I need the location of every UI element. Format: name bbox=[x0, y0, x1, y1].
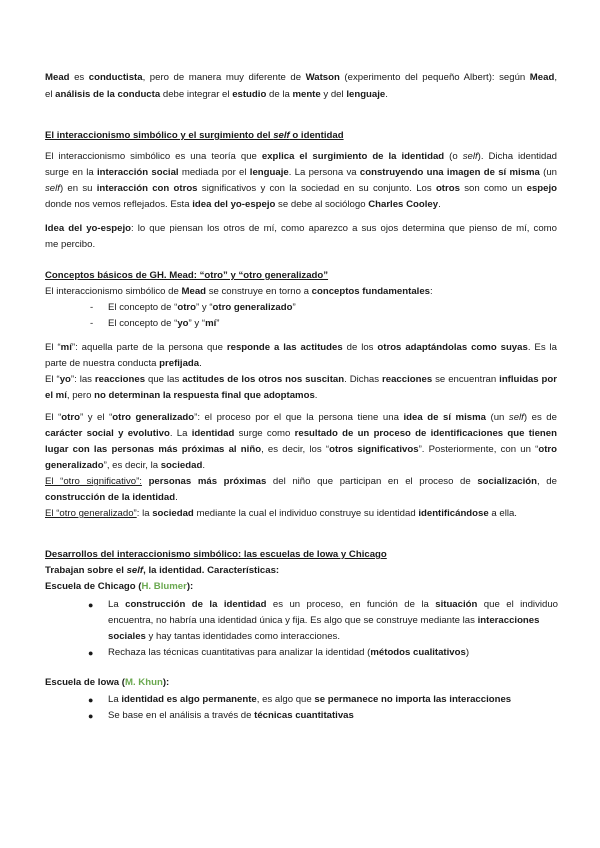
dash-marker: - bbox=[90, 318, 94, 329]
bullet-marker: ● bbox=[88, 600, 94, 610]
otro-line-4: generalizado”, es decir, la sociedad. bbox=[45, 460, 205, 471]
dash-marker: - bbox=[90, 302, 94, 313]
otro-line-3: lugar con las personas más próximas al niño, es decir, los “otros significativos”. Posteriormente, con un “otro bbox=[45, 444, 557, 455]
chicago-item-1-line-1: La construcción de la identidad es un proceso, en función de la situación que el individuo bbox=[108, 599, 559, 610]
yo-line-1: El “yo”: las reacciones que las actitudes de los otros nos suscitan. Dichas reacciones se encuentran influidas por bbox=[45, 374, 558, 385]
chicago-item-1-line-3: sociales y hay tantas identidades como interacciones. bbox=[108, 631, 340, 642]
intro-line-1: Mead es conductista, pero de manera muy diferente de Watson (experimento del pequeño Albert): según Mead, bbox=[45, 72, 557, 83]
otro-line-2: carácter social y evolutivo. La identidad surge como resultado de un proceso de identificaciones que tienen bbox=[45, 428, 557, 439]
bullet-marker: ● bbox=[88, 711, 94, 721]
chicago-item-2: Rechaza las técnicas cuantitativas para analizar la identidad (métodos cualitativos) bbox=[108, 647, 470, 658]
otro-significativo-line-2: construcción de la identidad. bbox=[45, 492, 178, 503]
s1-line-3: self) en su interacción con otros significativos y con la sociedad en su conjunto. Los otros son como un espejo bbox=[45, 183, 558, 194]
document-page: Mead es conductista, pero de manera muy diferente de Watson (experimento del pequeño Albert): según Mead, el análisis de la conducta debe integrar el estudio de la mente y del lenguaje. El interaccionismo simbólico y el surgimiento del self o identidad El interaccionismo simbólico es una teoría que explica el surgimiento de la identidad (o self). Dicha identidad surge en la interacción social mediada por el lenguaje. La persona va construyendo una imagen de sí misma (un self) en su interacción con otros significativos y con la sociedad en su conjunto. Los otros son como un espejo donde nos vemos reflejados. Esta idea del yo-espejo se debe al sociólogo Charles Cooley. Idea del yo-espejo: lo que piensan los otros de mí, como aparezco a sus ojos determina que pienso de mí, como me percibo. Conceptos básicos de GH. Mead: “otro” y “otro generalizado” El interaccionismo simbólico de Mead se construye en torno a conceptos fundamentales: - El concepto de “otro” y “otro generalizado” - El concepto de “yo” y “mí” El “mí”: aquella parte de la persona que responde a las actitudes de los otros adaptándolas como suyas. Es la parte de nuestra conducta prefijada. El “yo”: las reacciones que las actitudes de los otros nos suscitan. Dichas reacciones se encuentran influidas por el mí, pero no determinan la respuesta final que adoptamos. El “otro” y el “otro generalizado”: el proceso por el que la persona tiene una idea de sí misma (un self) es de carácter social y evolutivo. La identidad surge como resultado de un proceso de identificaciones que tienen lugar con las personas más próximas al niño, es decir, los “otros significativos”. Posteriormente, con un “otro generalizado”, es decir, la sociedad. El “otro significativo”: personas más próximas del niño que participan en el proceso de socialización, de construcción de la identidad. El “otro generalizado”: la sociedad mediante la cual el individuo construye su identidad identificándose a ella. Desarrollos del interaccionismo simbólico: las escuelas de Iowa y Chicago Trabajan sobre el self, la identidad. Características: Escuela de Chicago (H. Blumer): ● La construcción de la identidad es un proceso, en función de la situación que el individuo encuentra, no habría una identidad única y fija. Es algo que se construye mediante las interacciones sociales y hay tantas identidades como interacciones. ● Rechaza las técnicas cuantitativas para analizar la identidad (métodos cualitativos) Escuela de Iowa (M. Khun): ● La identidad es algo permanente, es algo que se permanece no importa las interacciones ● Se base en el análisis a través de técnicas cuantitativas bbox=[0, 0, 600, 848]
blumer-name: H. Blumer bbox=[141, 581, 187, 592]
s1-line-2: surge en la interacción social mediada por el lenguaje. La persona va construyendo una imagen de sí misma (un bbox=[45, 167, 558, 178]
mi-line-2: parte de nuestra conducta prefijada. bbox=[45, 358, 202, 369]
section-heading-interaccionismo: El interaccionismo simbólico y el surgimiento del self o identidad bbox=[45, 130, 344, 141]
mi-line-1: El “mí”: aquella parte de la persona que responde a las actitudes de los otros adaptándolas como suyas. Es la bbox=[45, 342, 558, 353]
s3-intro: Trabajan sobre el self, la identidad. Características: bbox=[45, 565, 280, 576]
yo-espejo-line-2: me percibo. bbox=[45, 239, 96, 250]
section-heading-escuelas: Desarrollos del interaccionismo simbólico: las escuelas de Iowa y Chicago bbox=[45, 549, 387, 560]
s2-intro: El interaccionismo simbólico de Mead se construye en torno a conceptos fundamentales: bbox=[45, 286, 433, 297]
bullet-marker: ● bbox=[88, 648, 94, 658]
otro-significativo-line-1: El “otro significativo”: personas más próximas del niño que participan en el proceso de socialización, de bbox=[45, 476, 557, 487]
iowa-item-1: La identidad es algo permanente, es algo que se permanece no importa las interacciones bbox=[108, 694, 512, 705]
yo-line-2: el mí, pero no determinan la respuesta final que adoptamos. bbox=[45, 390, 318, 401]
otro-line-1: El “otro” y el “otro generalizado”: el proceso por el que la persona tiene una idea de sí misma (un self) es de bbox=[45, 412, 557, 423]
s1-line-1: El interaccionismo simbólico es una teoría que explica el surgimiento de la identidad (o self). Dicha identidad bbox=[45, 151, 557, 162]
chicago-heading: Escuela de Chicago (H. Blumer): bbox=[45, 581, 194, 592]
otro-generalizado-line: El “otro generalizado”: la sociedad mediante la cual el individuo construye su identidad identificándose a ella. bbox=[45, 508, 517, 519]
section-heading-conceptos: Conceptos básicos de GH. Mead: “otro” y “otro generalizado” bbox=[45, 270, 329, 281]
bullet-marker: ● bbox=[88, 695, 94, 705]
iowa-item-2: Se base en el análisis a través de técnicas cuantitativas bbox=[108, 710, 354, 721]
chicago-item-1-line-2: encuentra, no habría una identidad única y fija. Es algo que se construye mediante las interacciones bbox=[108, 615, 540, 626]
khun-name: M. Khun bbox=[124, 677, 163, 688]
intro-line-2: el análisis de la conducta debe integrar el estudio de la mente y del lenguaje. bbox=[45, 89, 388, 100]
iowa-heading: Escuela de Iowa (M. Khun): bbox=[45, 677, 170, 688]
s1-line-4: donde nos vemos reflejados. Esta idea del yo-espejo se debe al sociólogo Charles Cooley. bbox=[45, 199, 441, 210]
yo-espejo-line-1: Idea del yo-espejo: lo que piensan los otros de mí, como aparezco a sus ojos determina que pienso de mí, como bbox=[45, 223, 557, 234]
